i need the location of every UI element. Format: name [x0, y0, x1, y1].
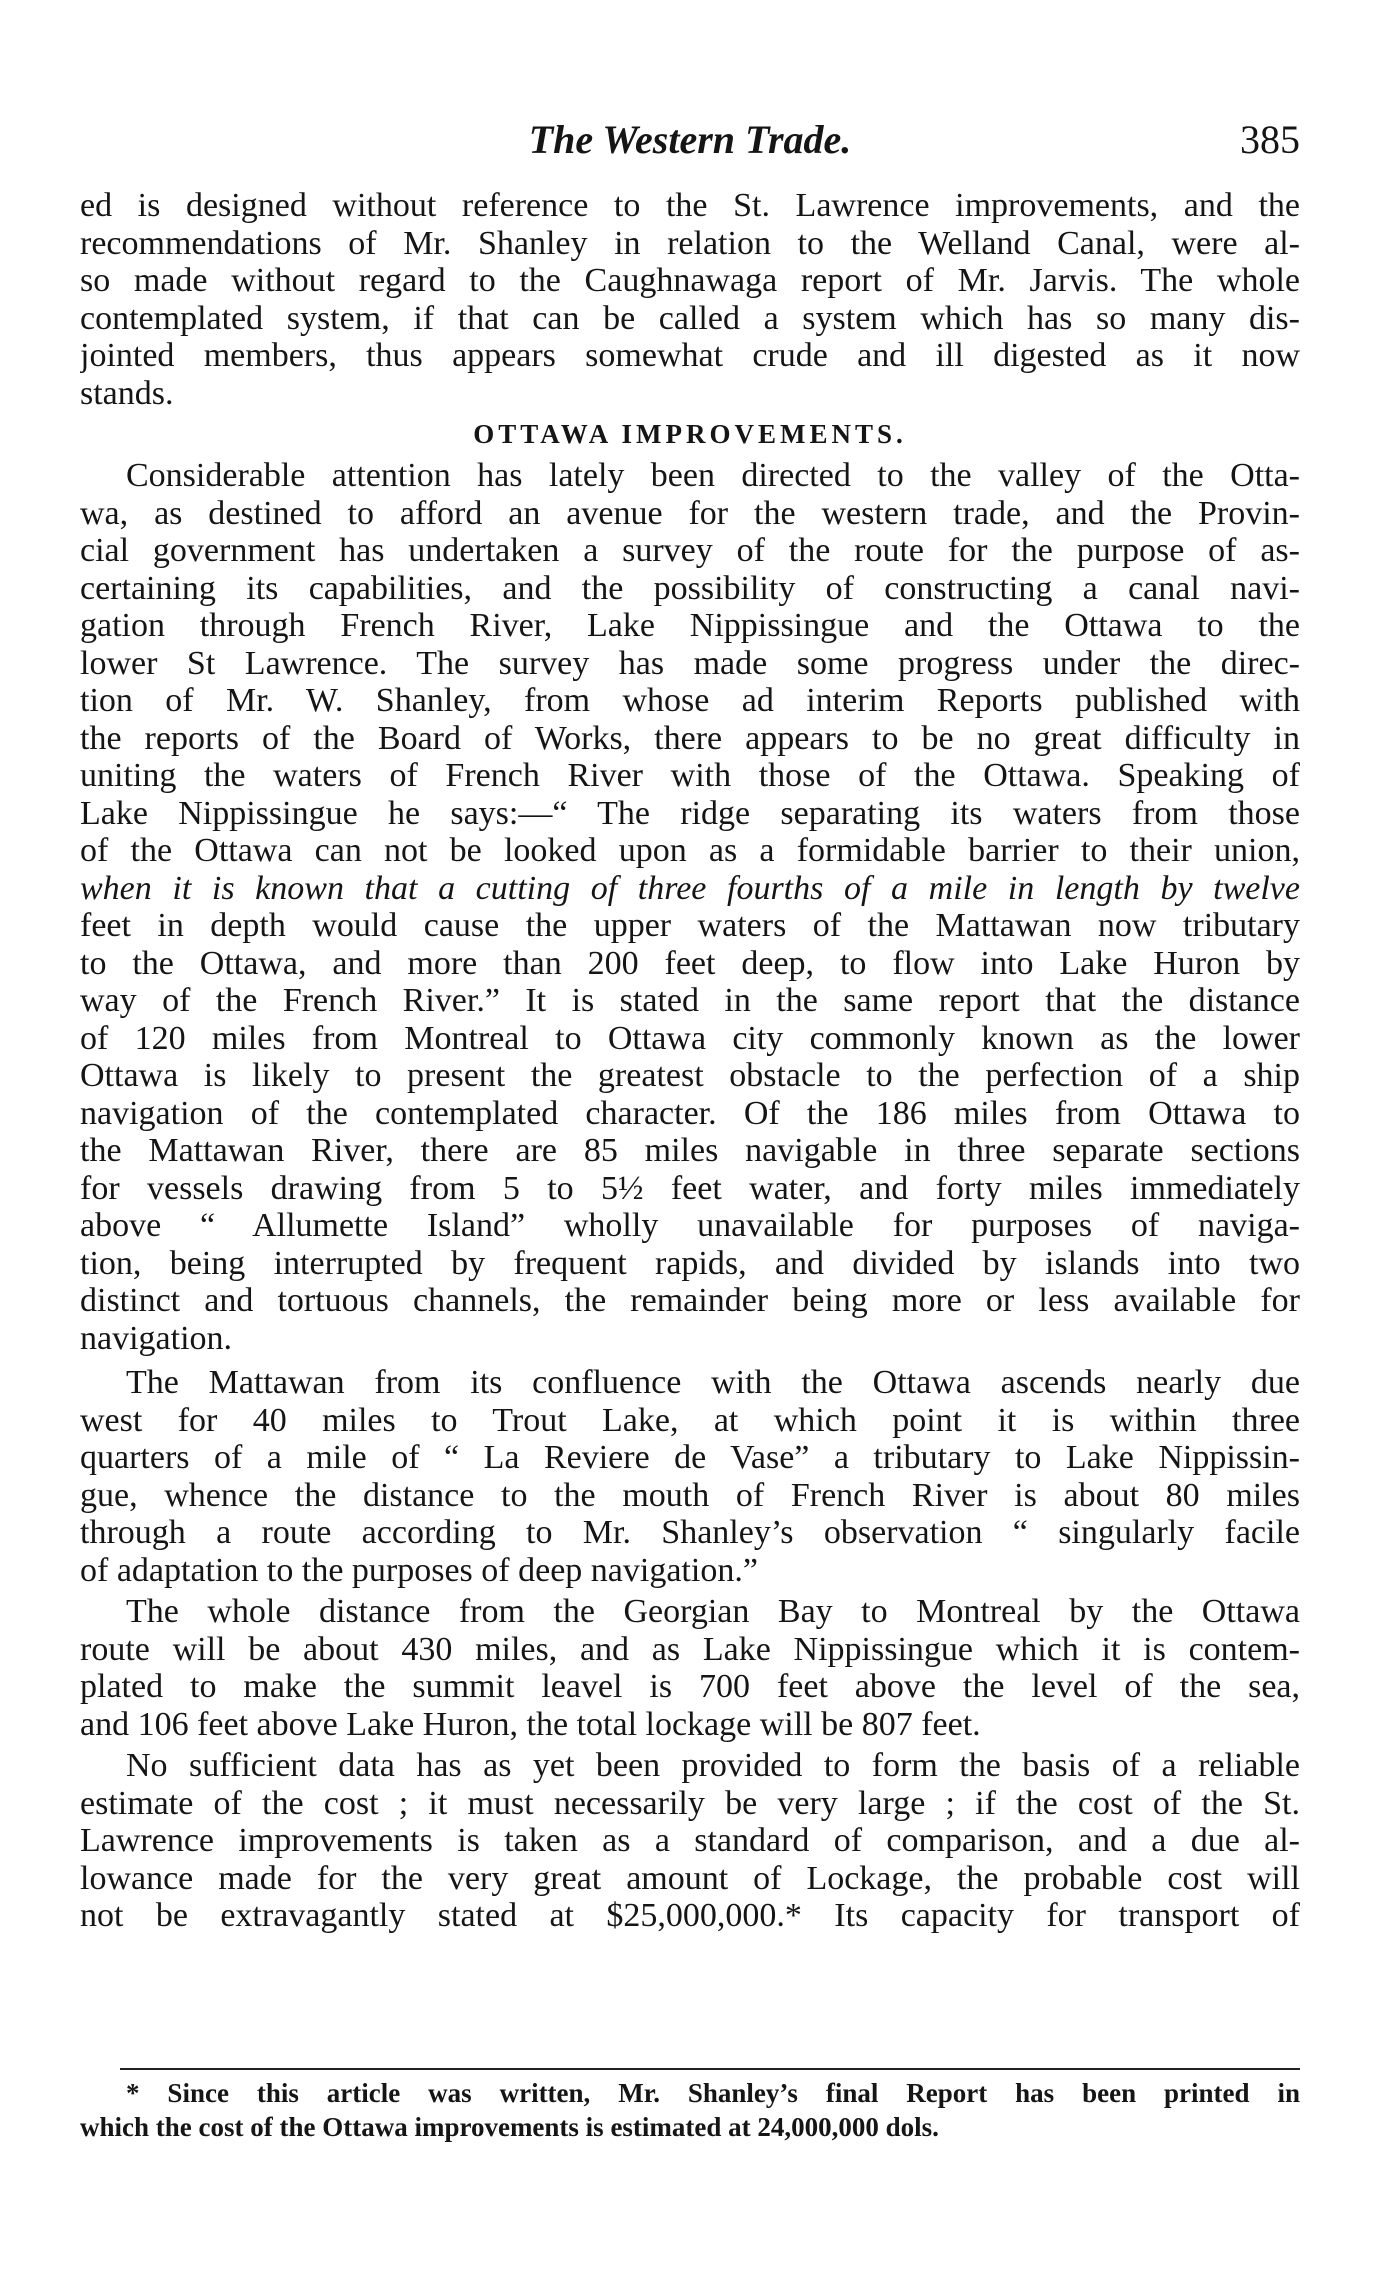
- text-line: the reports of the Board of Works, there appears to be no great difficulty in: [80, 719, 1300, 757]
- text-line: quarters of a mile of “ La Reviere de Vase” a tributary to Lake Nippissin-: [80, 1439, 1300, 1476]
- text-line: distinct and tortuous channels, the remainder being more or less available for: [80, 1282, 1300, 1319]
- text-line: contemplated system, if that can be called a system which has so many dis-: [80, 299, 1300, 337]
- text-line: No sufficient data has as yet been provided to form the basis of a reliable: [126, 1747, 1300, 1784]
- text-line: recommendations of Mr. Shanley in relation to the Welland Canal, were al-: [80, 224, 1300, 262]
- text-line: so made without regard to the Caughnawaga report of Mr. Jarvis. The whole: [80, 262, 1300, 299]
- text-line: tion of Mr. W. Shanley, from whose ad interim Reports published with: [80, 682, 1300, 719]
- text-line: navigation of the contemplated character. Of the 186 miles from Ottawa to: [80, 1094, 1300, 1132]
- text-line: the Mattawan River, there are 85 miles navigable in three separate sections: [80, 1132, 1300, 1169]
- paragraph-continued: [80, 187, 1300, 412]
- text-line: lowance made for the very great amount of Lockage, the probable cost will: [80, 1859, 1300, 1897]
- text-line: ed is designed without reference to the St. Lawrence improvements, and the: [80, 187, 1300, 224]
- text-line: west for 40 miles to Trout Lake, at which point it is within three: [80, 1401, 1300, 1439]
- page-number: 385: [1240, 117, 1300, 162]
- paragraph: [80, 1747, 1300, 1935]
- footnote-line: which the cost of the Ottawa improvements is estimated at 24,000,000 dols.: [80, 2112, 939, 2142]
- running-title: The Western Trade.: [528, 117, 852, 162]
- text-line: cial government has undertaken a survey of the route for the purpose of as-: [80, 532, 1300, 569]
- paragraph: [80, 1593, 1300, 1743]
- paragraph: [80, 457, 1300, 1357]
- text-line: of the Ottawa can not be looked upon as a formidable barrier to their union,: [80, 832, 1300, 869]
- text-line: jointed members, thus appears somewhat crude and ill digested as it now: [80, 337, 1300, 374]
- text-line: way of the French River.” It is stated in the same report that the distance: [80, 982, 1300, 1019]
- text-line: Ottawa is likely to present the greatest obstacle to the perfection of a ship: [80, 1057, 1300, 1094]
- body-text: [80, 187, 1300, 1935]
- text-line: and 106 feet above Lake Huron, the total lockage will be 807 feet.: [80, 1705, 981, 1743]
- text-line: above “ Allumette Island” wholly unavailable for purposes of naviga-: [80, 1207, 1300, 1244]
- text-line: estimate of the cost ; it must necessarily be very large ; if the cost of the St.: [80, 1784, 1300, 1822]
- paragraph-gap: [80, 1357, 1300, 1364]
- text-line: feet in depth would cause the upper waters of the Mattawan now tributary: [80, 907, 1300, 944]
- text-line: tion, being interrupted by frequent rapids, and divided by islands into two: [80, 1244, 1300, 1282]
- text-line: gation through French River, Lake Nippissingue and the Ottawa to the: [80, 607, 1300, 644]
- section-heading: OTTAWA IMPROVEMENTS.: [473, 419, 907, 449]
- text-line: Lawrence improvements is taken as a standard of comparison, and a due al-: [80, 1822, 1300, 1859]
- text-line: certaining its capabilities, and the possibility of constructing a canal navi-: [80, 569, 1300, 607]
- footnote-rule: [120, 2068, 1300, 2070]
- text-line: not be extravagantly stated at $25,000,000.* Its capacity for transport of: [80, 1897, 1300, 1934]
- text-line: of adaptation to the purposes of deep navigation.”: [80, 1551, 758, 1589]
- text-line: stands.: [80, 374, 174, 412]
- text-line: plated to make the summit leavel is 700 feet above the level of the sea,: [80, 1668, 1300, 1705]
- text-line: navigation.: [80, 1319, 233, 1357]
- text-line: for vessels drawing from 5 to 5½ feet water, and forty miles immediately: [80, 1169, 1300, 1207]
- running-head: [80, 110, 1300, 170]
- paragraph: [80, 1364, 1300, 1589]
- text-line: Lake Nippissingue he says:—“ The ridge separating its waters from those: [80, 794, 1300, 832]
- text-line: The whole distance from the Georgian Bay to Montreal by the Ottawa: [126, 1593, 1300, 1630]
- footnote: [80, 2076, 1300, 2144]
- text-line: route will be about 430 miles, and as Lake Nippissingue which it is contem-: [80, 1630, 1300, 1668]
- text-line: Considerable attention has lately been directed to the valley of the Otta-: [126, 457, 1300, 494]
- text-line: wa, as destined to afford an avenue for the western trade, and the Provin-: [80, 494, 1300, 532]
- text-line: when it is known that a cutting of three fourths of a mile in length by twelve: [80, 869, 1300, 907]
- text-line: The Mattawan from its confluence with the Ottawa ascends nearly due: [126, 1364, 1300, 1401]
- text-line: to the Ottawa, and more than 200 feet deep, to flow into Lake Huron by: [80, 944, 1300, 982]
- text-line: of 120 miles from Montreal to Ottawa city commonly known as the lower: [80, 1019, 1300, 1057]
- footnote-line: * Since this article was written, Mr. Shanley’s final Report has been printed in: [126, 2078, 1300, 2108]
- text-line: lower St Lawrence. The survey has made some progress under the direc-: [80, 644, 1300, 682]
- text-line: through a route according to Mr. Shanley’s observation “ singularly facile: [80, 1514, 1300, 1551]
- text-line: gue, whence the distance to the mouth of French River is about 80 miles: [80, 1476, 1300, 1514]
- text-line: uniting the waters of French River with those of the Ottawa. Speaking of: [80, 757, 1300, 794]
